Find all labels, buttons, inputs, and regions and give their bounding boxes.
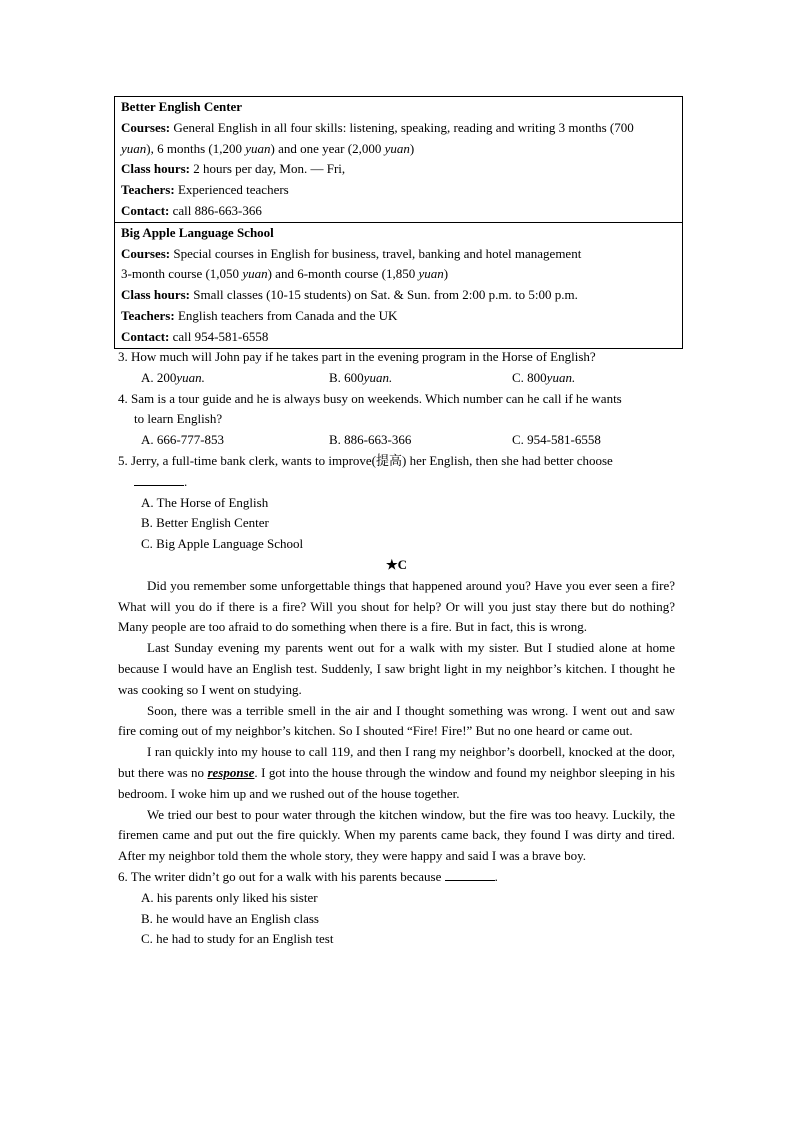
ad-title: Better English Center <box>121 99 243 114</box>
option-b: B. he would have an English class <box>141 910 319 926</box>
option-a: A. 666-777-853 <box>141 432 225 448</box>
ad-hours: Class hours: Small classes (10-15 students) on Sat. & Sun. from 2:00 p.m. to 5:00 p.m. <box>121 287 578 303</box>
question-6-stem: 6. The writer didn’t go out for a walk with his parents because . <box>118 868 498 884</box>
answer-blank <box>134 473 184 486</box>
passage-paragraph-4: I ran quickly into my house to call 119, and then I rang my neighbor’s doorbell, knocked at the door, but there was no response. I got into the house through the window and found my neighbor sleeping in his bedroom. I woke him up and we rushed out of the house together. <box>118 744 675 801</box>
underlined-word: response <box>207 764 255 780</box>
option-c: C. 800yuan. <box>512 369 576 385</box>
ad-contact: Contact: call 886-663-366 <box>121 202 262 218</box>
section-c-heading: ★C <box>385 556 408 572</box>
passage-paragraph-1: Did you remember some unforgettable things that happened around you? Have you ever seen a fire? What will you do if there is a fire? Will you shout for help? Or will you just stay there but do nothing? Many people are too afraid to do something when there is a fire. But in fact, this is wrong. <box>118 577 675 635</box>
option-a: A. his parents only liked his sister <box>141 889 318 905</box>
ad-hours: Class hours: 2 hours per day, Mon. — Fri, <box>121 161 346 177</box>
ad-teachers: Teachers: Experienced teachers <box>121 182 289 198</box>
question-4-options <box>118 430 675 451</box>
question-3-options <box>118 368 675 389</box>
question-5-stem-cont: . <box>118 472 675 493</box>
passage-paragraph-2: Last Sunday evening my parents went out for a walk with my sister. But I studied alone at home because I would have an English test. Suddenly, I saw bright light in my neighbor’s kitchen. I thought he was cooking so I went on studying. <box>118 640 675 697</box>
ad-courses: Courses: Special courses in English for business, travel, banking and hotel management <box>121 245 582 261</box>
option-c: C. Big Apple Language School <box>141 536 304 552</box>
option-b: B. 600yuan. <box>329 369 393 385</box>
passage-paragraph-5: We tried our best to pour water through the kitchen window, but the fire was too heavy. Luckily, the firemen came and put out the fire quickly. When my parents came back, they found I was dirty and tired. After my neighbor told them the whole story, they were happy and said I was a brave boy. <box>118 806 675 864</box>
ad-courses-cont: 3-month course (1,050 yuan) and 6-month course (1,850 yuan) <box>121 266 449 282</box>
ad-courses: Courses: General English in all four skills: listening, speaking, reading and writing 3 months (700 <box>121 119 634 135</box>
ad-big-apple-language-school <box>115 223 682 348</box>
passage-paragraph-3: Soon, there was a terrible smell in the air and I thought something was wrong. I went out and saw fire coming out of my neighbor’s kitchen. So I shouted “Fire! Fire!” But no one heard or came out. <box>118 702 675 739</box>
ad-teachers: Teachers: English teachers from Canada and the UK <box>121 307 398 323</box>
answer-blank <box>445 868 495 881</box>
question-4-stem: 4. Sam is a tour guide and he is always busy on weekends. Which number can he call if he wants <box>118 390 622 406</box>
option-b: B. 886-663-366 <box>329 432 412 448</box>
option-c: C. 954-581-6558 <box>512 432 601 448</box>
option-b: B. Better English Center <box>141 515 269 531</box>
questions-and-passage <box>118 347 675 950</box>
ad-better-english-center <box>115 97 682 223</box>
option-c: C. he had to study for an English test <box>141 931 334 947</box>
ad-title: Big Apple Language School <box>121 224 274 240</box>
option-a: A. The Horse of English <box>141 494 269 510</box>
ad-table <box>114 96 683 349</box>
ad-courses-cont: yuan), 6 months (1,200 yuan) and one year (2,000 yuan) <box>121 140 415 156</box>
question-5-stem: 5. Jerry, a full-time bank clerk, wants to improve(提高) her English, then she had better choose <box>118 452 613 468</box>
question-4-stem-cont: to learn English? <box>134 411 223 427</box>
option-a: A. 200yuan. <box>141 369 205 385</box>
ad-contact: Contact: call 954-581-6558 <box>121 328 269 344</box>
question-3-stem: 3. How much will John pay if he takes part in the evening program in the Horse of English? <box>118 349 596 364</box>
